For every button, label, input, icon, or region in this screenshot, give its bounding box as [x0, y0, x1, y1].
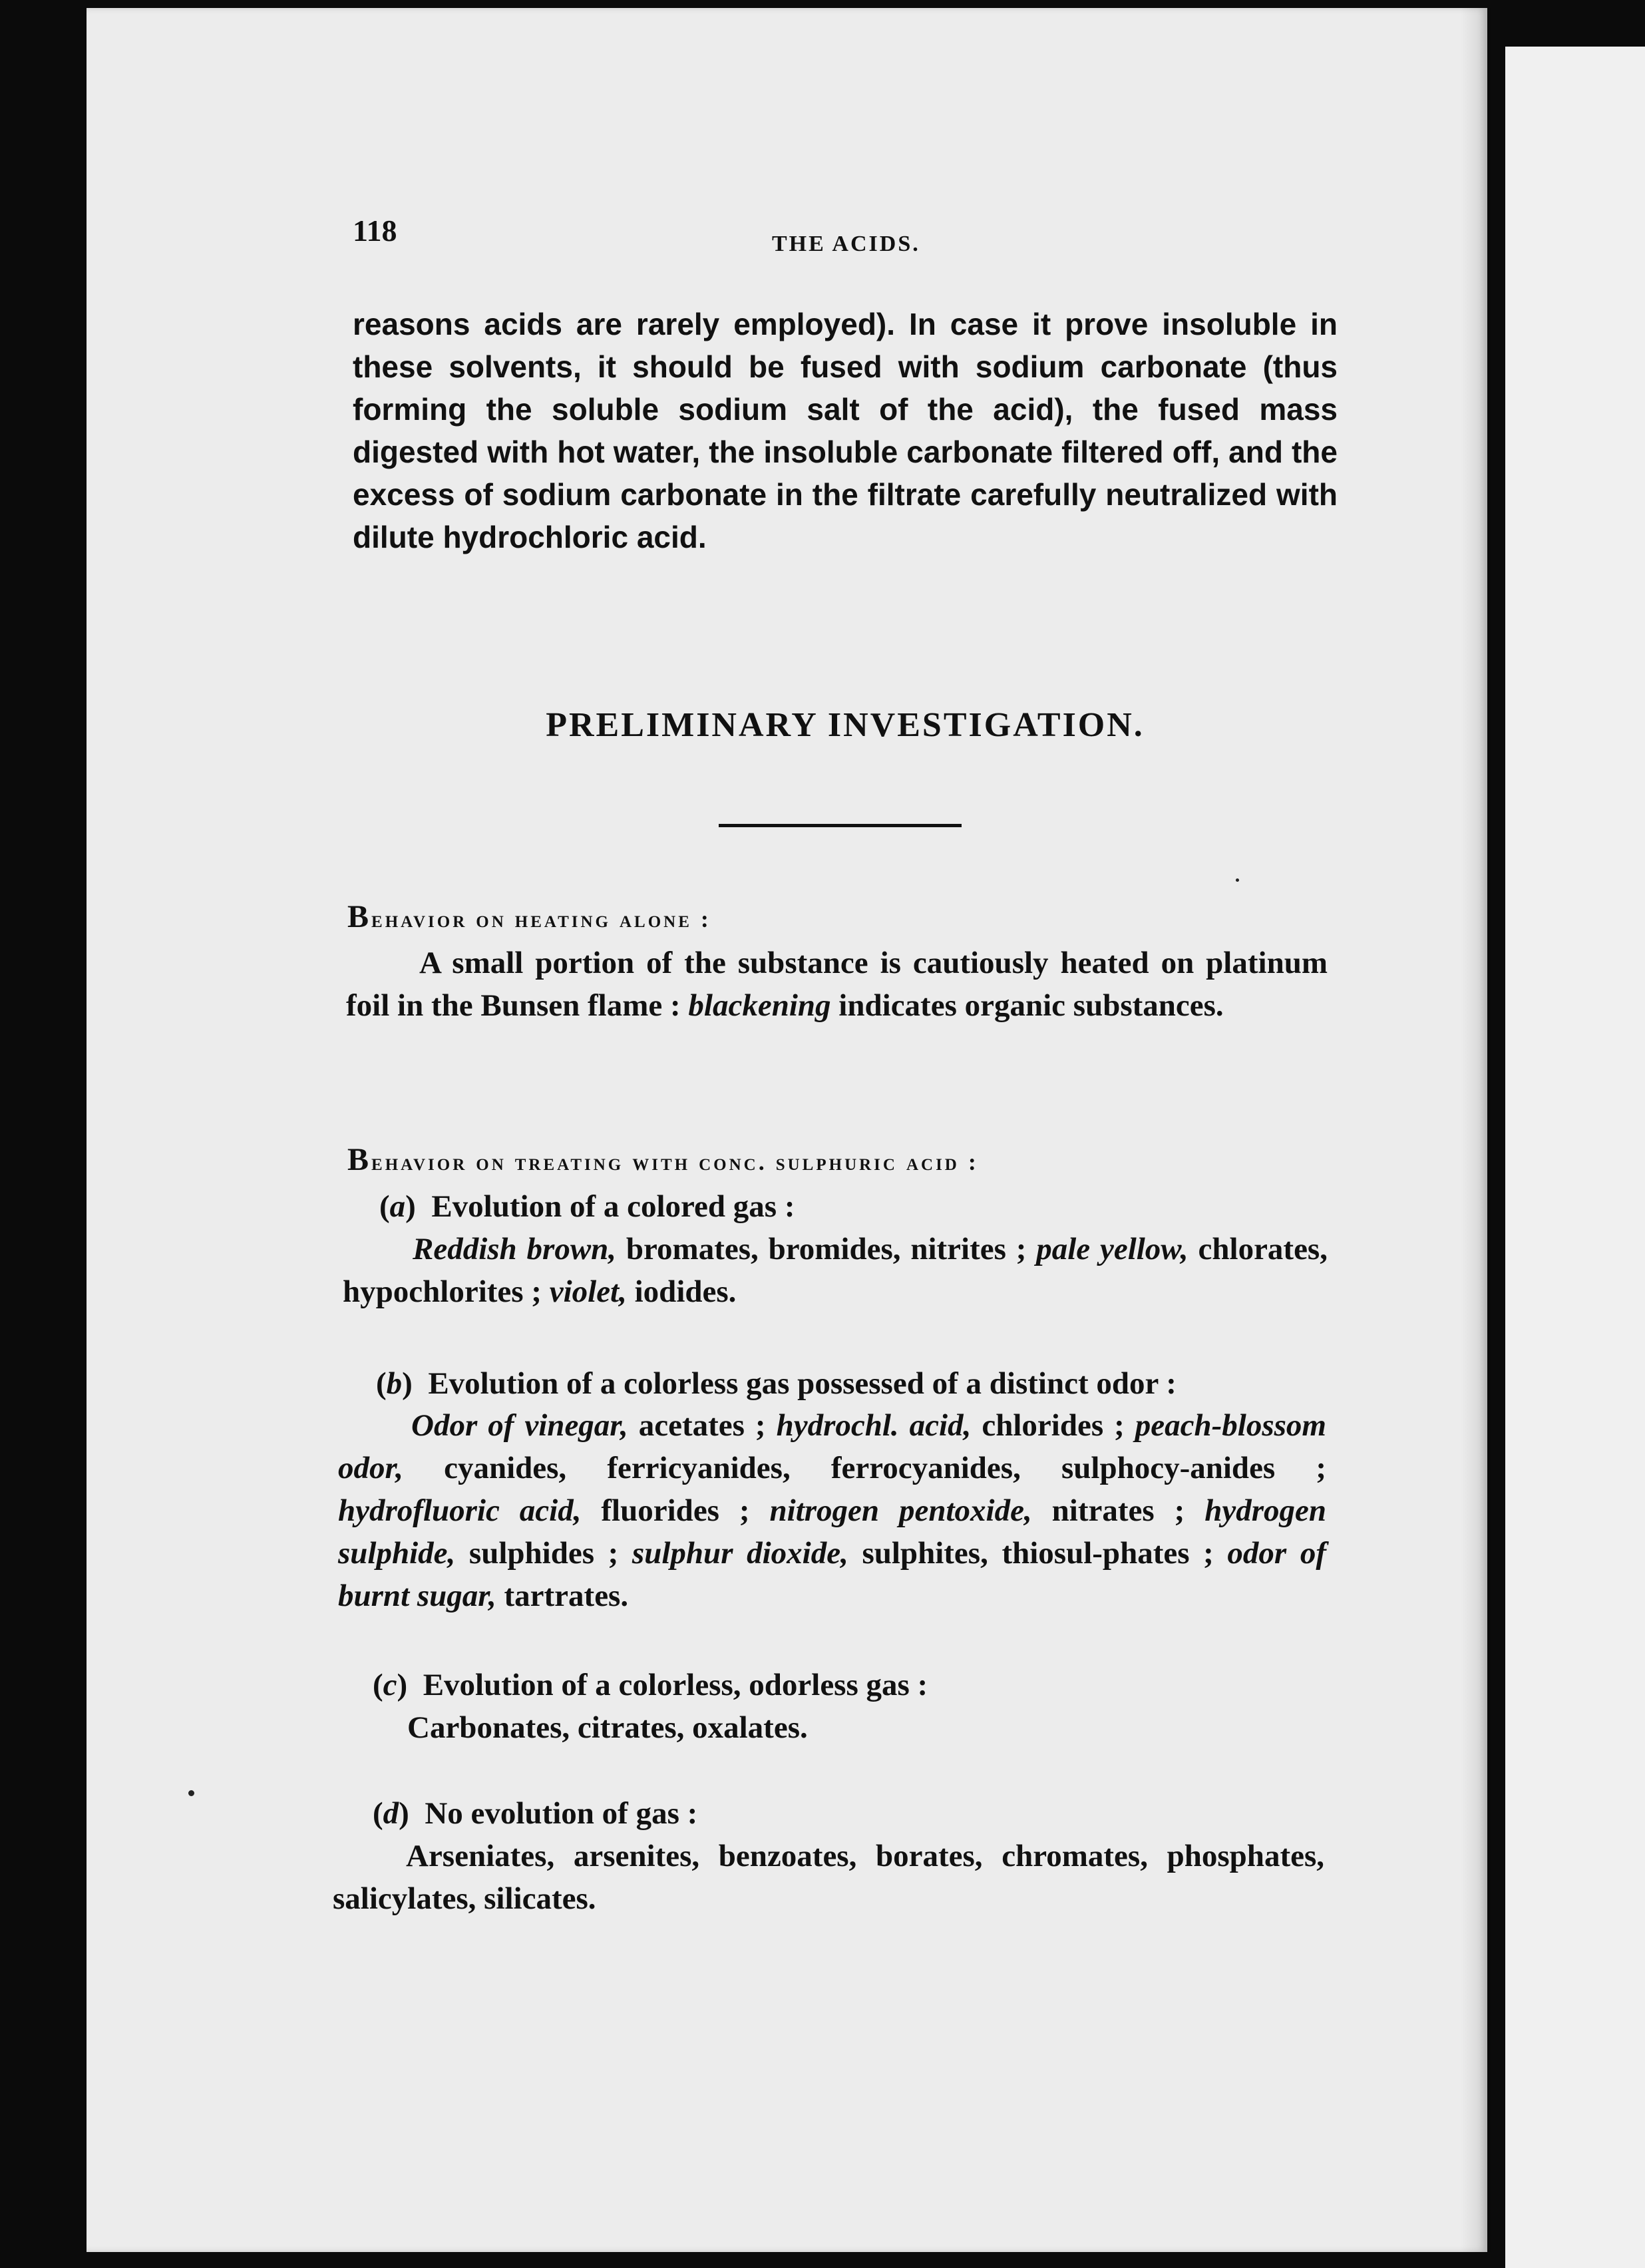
item-c-title: (c) Evolution of a colorless, odorless gas :	[373, 1668, 928, 1702]
item-text-italic: Reddish brown,	[413, 1232, 617, 1266]
item-b-text	[338, 1404, 1326, 1617]
item-letter: c	[383, 1668, 397, 1702]
item-b-title: (b) Evolution of a colorless gas possessed of a distinct odor :	[376, 1366, 1177, 1401]
heating-text: indicates organic substances.	[830, 988, 1224, 1023]
item-text-italic: hydrogen sulphide,	[338, 1493, 1326, 1571]
item-d-title: (d) No evolution of gas :	[373, 1796, 698, 1831]
item-text: bromates, bromides, nitrites ;	[616, 1232, 1037, 1266]
heating-text-italic: blackening	[688, 988, 831, 1023]
subheading-sulphuric	[347, 1141, 1346, 1178]
running-title: THE ACIDS.	[772, 232, 920, 256]
subheading-initial: B	[347, 1142, 372, 1177]
subheading-text: ehavior on heating alone :	[371, 906, 711, 932]
heating-text: A small portion of the substance is cautiously heated on platinum foil in the Bunsen flame :	[346, 946, 1328, 1023]
item-text: cyanides, ferricyanides, ferrocyanides, sulphocy-anides ;	[403, 1451, 1326, 1485]
item-title-text: Evolution of a colorless gas possessed of a distinct odor :	[428, 1366, 1177, 1401]
item-text-italic: violet,	[549, 1274, 627, 1309]
subheading-heating	[347, 898, 1346, 935]
item-title-text: Evolution of a colored gas :	[431, 1189, 795, 1224]
item-text-italic: pale yellow,	[1036, 1232, 1188, 1266]
item-letter: d	[383, 1796, 399, 1831]
item-text-italic: nitrogen pentoxide,	[769, 1493, 1032, 1528]
item-text: sulphites, thiosul-phates ;	[848, 1536, 1228, 1571]
item-text: chlorates, hypochlorites ;	[343, 1232, 1328, 1309]
item-text: acetates ;	[628, 1408, 777, 1443]
item-text: chlorides ;	[971, 1408, 1135, 1443]
item-text: nitrates ;	[1031, 1493, 1205, 1528]
running-head	[353, 213, 1338, 266]
intro-paragraph: reasons acids are rarely employed). In case it prove insoluble in these solvents, it should be fused with sodium carbonate (thus forming the soluble sodium salt of the acid), the fused mass digested with hot water, the insoluble carbonate filtered off, and the excess of sodium carbonate in the filtrate carefully neutralized with dilute hydrochloric acid.	[353, 307, 1338, 554]
section-heading: PRELIMINARY INVESTIGATION.	[546, 706, 1145, 744]
item-text: tartrates.	[496, 1579, 629, 1613]
item-a-title: (a) Evolution of a colored gas :	[379, 1189, 795, 1224]
item-title-text: No evolution of gas :	[425, 1796, 698, 1831]
item-text-italic: hydrochl. acid,	[776, 1408, 972, 1443]
item-text-italic: Odor of vinegar,	[411, 1408, 628, 1443]
item-d-text: Arseniates, arsenites, benzoates, borates, chromates, phosphates, salicylates, silicates.	[333, 1839, 1324, 1916]
item-text-italic: sulphur dioxide,	[632, 1536, 848, 1571]
gutter-shadow	[1461, 8, 1491, 2252]
dust-speck	[188, 1790, 194, 1796]
item-text-italic: peach-blossom odor,	[338, 1408, 1326, 1485]
item-c-text: Carbonates, citrates, oxalates.	[407, 1710, 808, 1745]
item-title-text: Evolution of a colorless, odorless gas :	[423, 1668, 928, 1702]
item-text-italic: hydrofluoric acid,	[338, 1493, 582, 1528]
item-text: iodides.	[626, 1274, 737, 1309]
item-letter: b	[386, 1366, 403, 1401]
page-number: 118	[353, 214, 397, 248]
subheading-initial: B	[347, 899, 372, 934]
item-text: fluorides ;	[581, 1493, 770, 1528]
item-text: sulphides ;	[455, 1536, 632, 1571]
dust-speck	[1236, 878, 1239, 882]
section-divider	[719, 824, 962, 827]
item-text-italic: odor of burnt sugar,	[338, 1536, 1326, 1613]
item-letter: a	[389, 1189, 406, 1224]
subheading-text: ehavior on treating with conc. sulphuric acid :	[371, 1149, 979, 1175]
item-a-text	[343, 1228, 1328, 1313]
heating-paragraph	[346, 942, 1328, 1027]
facing-page-edge	[1505, 47, 1645, 2268]
